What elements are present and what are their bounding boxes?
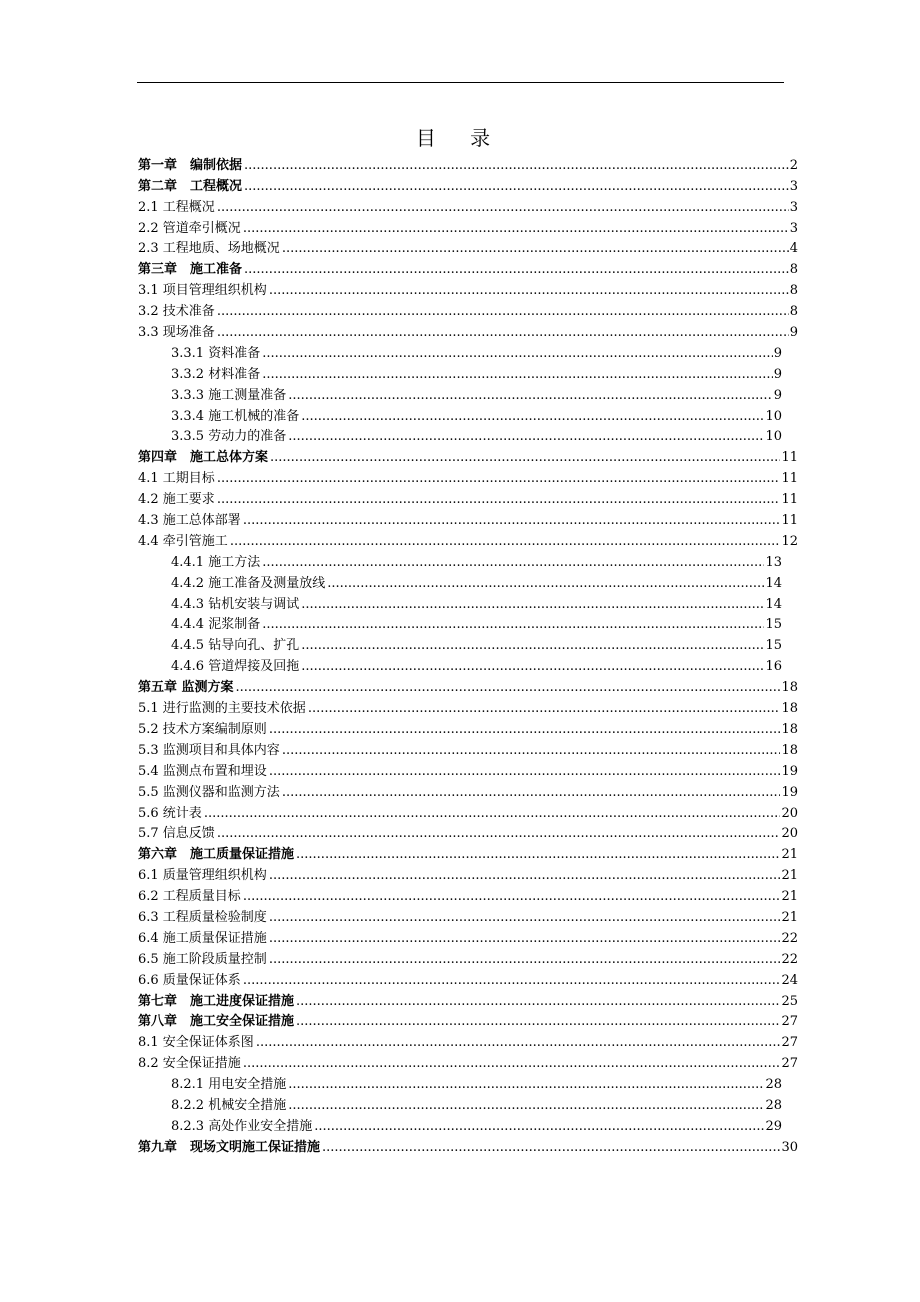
toc-leader-dots — [296, 1014, 780, 1029]
toc-entry[interactable] — [138, 173, 798, 194]
toc-leader-dots — [301, 659, 764, 674]
toc-entry[interactable] — [138, 236, 798, 257]
toc-entry-page: 9 — [773, 387, 782, 403]
toc-entry[interactable] — [138, 444, 798, 465]
toc-entry-page: 3 — [789, 199, 798, 215]
toc-entry-label: 6.6 质量保证体系 — [138, 972, 241, 988]
toc-entry-page: 3 — [789, 220, 798, 236]
toc-entry-page: 16 — [765, 659, 782, 675]
toc-entry-page: 14 — [765, 596, 782, 612]
toc-leader-dots — [244, 179, 789, 194]
toc-entry-page: 12 — [781, 533, 798, 549]
toc-entry-label: 第七章 施工进度保证措施 — [138, 993, 295, 1009]
toc-entry-label: 第八章 施工安全保证措施 — [138, 1014, 295, 1030]
toc-leader-dots — [244, 158, 789, 173]
toc-entry-page: 18 — [781, 721, 798, 737]
toc-entry-label: 第六章 施工质量保证措施 — [138, 847, 295, 863]
toc-entry[interactable] — [138, 695, 798, 716]
toc-entry-label: 5.6 统计表 — [138, 805, 202, 821]
toc-leader-dots — [269, 764, 781, 779]
toc-leader-dots — [301, 638, 764, 653]
toc-entry-label: 4.4.6 管道焊接及回拖 — [171, 659, 300, 675]
toc-entry[interactable] — [138, 1092, 798, 1113]
toc-entry-page: 20 — [781, 805, 798, 821]
toc-leader-dots — [288, 1098, 764, 1113]
toc-entry-label: 第二章 工程概况 — [138, 178, 243, 194]
toc-entry-page: 9 — [789, 325, 798, 341]
toc-entry[interactable] — [138, 382, 798, 403]
toc-leader-dots — [230, 534, 781, 549]
toc-entry-label: 3.1 项目管理组织机构 — [138, 283, 267, 299]
toc-entry-label: 2.2 管道牵引概况 — [138, 220, 241, 236]
toc-entry-page: 8 — [789, 304, 798, 320]
toc-leader-dots — [243, 889, 781, 904]
toc-leader-dots — [217, 304, 789, 319]
toc-entry-label: 2.3 工程地质、场地概况 — [138, 241, 280, 257]
toc-entry[interactable] — [138, 528, 798, 549]
toc-leader-dots — [270, 450, 780, 465]
toc-leader-dots — [243, 973, 781, 988]
toc-leader-dots — [217, 325, 789, 340]
toc-entry[interactable] — [138, 632, 798, 653]
toc-entry-page: 11 — [781, 450, 798, 466]
toc-entry-label: 5.5 监测仪器和监测方法 — [138, 784, 280, 800]
toc-entry-page: 15 — [765, 617, 782, 633]
toc-title: 目 录 — [415, 126, 505, 150]
toc-entry-page: 11 — [781, 492, 798, 508]
toc-entry-label: 第三章 施工准备 — [138, 262, 243, 278]
toc-entry-page: 11 — [781, 513, 798, 529]
toc-entry-label: 4.4 牵引管施工 — [138, 533, 228, 549]
toc-entry[interactable] — [138, 946, 798, 967]
toc-entry[interactable] — [138, 277, 798, 298]
toc-entry[interactable] — [138, 758, 798, 779]
toc-leader-dots — [269, 952, 781, 967]
toc-entry[interactable] — [138, 1113, 798, 1134]
toc-entry-page: 27 — [781, 1035, 798, 1051]
toc-leader-dots — [269, 910, 781, 925]
toc-entry[interactable] — [138, 1071, 798, 1092]
toc-entry-label: 4.4.1 施工方法 — [171, 554, 261, 570]
toc-entry[interactable] — [138, 319, 798, 340]
toc-entry-page: 13 — [765, 554, 782, 570]
toc-leader-dots — [217, 471, 781, 486]
toc-leader-dots — [327, 576, 764, 591]
toc-leader-dots — [262, 617, 764, 632]
toc-leader-dots — [314, 1119, 764, 1134]
toc-entry-label: 8.2.3 高处作业安全措施 — [171, 1118, 313, 1134]
toc-entry-page: 24 — [781, 972, 798, 988]
toc-entry[interactable] — [138, 361, 798, 382]
toc-entry-label: 3.3.3 施工测量准备 — [171, 387, 287, 403]
toc-entry[interactable] — [138, 904, 798, 925]
toc-entry[interactable] — [138, 862, 798, 883]
toc-entry-label: 2.1 工程概况 — [138, 199, 215, 215]
toc-entry-label: 第一章 编制依据 — [138, 157, 243, 173]
toc-entry[interactable] — [138, 1134, 798, 1155]
toc-entry[interactable] — [138, 298, 798, 319]
toc-leader-dots — [301, 409, 764, 424]
toc-entry-label: 8.2.1 用电安全措施 — [171, 1077, 287, 1093]
toc-entry-page: 4 — [789, 241, 798, 257]
toc-entry[interactable] — [138, 653, 798, 674]
toc-entry-page: 19 — [781, 763, 798, 779]
toc-entry-page: 8 — [789, 283, 798, 299]
toc-entry[interactable] — [138, 152, 798, 173]
toc-entry-label: 3.2 技术准备 — [138, 304, 215, 320]
toc-entry-page: 25 — [781, 993, 798, 1009]
toc-leader-dots — [243, 513, 781, 528]
toc-entry-page: 28 — [765, 1097, 782, 1113]
toc-leader-dots — [236, 680, 781, 695]
toc-entry[interactable] — [138, 256, 798, 277]
toc-entry-page: 21 — [781, 868, 798, 884]
toc-leader-dots — [243, 1056, 781, 1071]
toc-entry-label: 6.5 施工阶段质量控制 — [138, 951, 267, 967]
toc-entry[interactable] — [138, 988, 798, 1009]
toc-leader-dots — [244, 262, 789, 277]
toc-entry[interactable] — [138, 1029, 798, 1050]
toc-entry-label: 4.4.2 施工准备及测量放线 — [171, 575, 326, 591]
toc-entry-label: 5.1 进行监测的主要技术依据 — [138, 701, 306, 717]
toc-entry-page: 9 — [773, 345, 782, 361]
toc-entry-label: 4.2 施工要求 — [138, 492, 215, 508]
toc-entry-label: 6.3 工程质量检验制度 — [138, 909, 267, 925]
toc-entry-label: 4.4.3 钻机安装与调试 — [171, 596, 300, 612]
toc-entry-label: 第九章 现场文明施工保证措施 — [138, 1139, 321, 1155]
toc-entry-label: 5.4 监测点布置和埋设 — [138, 763, 267, 779]
toc-entry-label: 第四章 施工总体方案 — [138, 450, 269, 466]
toc-entry-label: 3.3 现场准备 — [138, 325, 215, 341]
toc-entry[interactable] — [138, 779, 798, 800]
toc-leader-dots — [301, 597, 764, 612]
toc-entry-page: 19 — [781, 784, 798, 800]
toc-entry-page: 20 — [781, 826, 798, 842]
toc-leader-dots — [262, 367, 773, 382]
toc-entry[interactable] — [138, 1009, 798, 1030]
toc-entry-label: 3.3.5 劳动力的准备 — [171, 429, 287, 445]
table-of-contents — [138, 152, 798, 1155]
toc-entry-label: 8.2.2 机械安全措施 — [171, 1097, 287, 1113]
toc-leader-dots — [296, 994, 780, 1009]
toc-entry[interactable] — [138, 800, 798, 821]
toc-entry[interactable] — [138, 737, 798, 758]
header-rule — [137, 82, 784, 83]
toc-entry[interactable] — [138, 424, 798, 445]
toc-entry[interactable] — [138, 340, 798, 361]
toc-entry-label: 5.2 技术方案编制原则 — [138, 721, 267, 737]
toc-entry-label: 4.4.5 钻导向孔、扩孔 — [171, 638, 300, 654]
toc-leader-dots — [243, 221, 789, 236]
toc-leader-dots — [269, 868, 781, 883]
toc-entry-page: 27 — [781, 1056, 798, 1072]
toc-entry-page: 11 — [781, 471, 798, 487]
toc-entry[interactable] — [138, 841, 798, 862]
toc-entry-page: 10 — [765, 408, 782, 424]
toc-entry-label: 6.4 施工质量保证措施 — [138, 930, 267, 946]
toc-entry-page: 22 — [781, 930, 798, 946]
toc-entry-page: 21 — [781, 909, 798, 925]
toc-entry-label: 5.3 监测项目和具体内容 — [138, 742, 280, 758]
toc-entry-label: 3.3.1 资料准备 — [171, 345, 261, 361]
toc-entry[interactable] — [138, 612, 798, 633]
toc-entry-page: 10 — [765, 429, 782, 445]
toc-entry[interactable] — [138, 194, 798, 215]
toc-leader-dots — [322, 1140, 780, 1155]
toc-leader-dots — [288, 388, 773, 403]
toc-leader-dots — [308, 701, 781, 716]
toc-entry[interactable] — [138, 967, 798, 988]
toc-entry[interactable] — [138, 925, 798, 946]
toc-entry-label: 第五章 监测方案 — [138, 680, 234, 696]
toc-leader-dots — [217, 826, 781, 841]
toc-leader-dots — [288, 429, 764, 444]
toc-entry-label: 3.3.4 施工机械的准备 — [171, 408, 300, 424]
toc-entry[interactable] — [138, 1050, 798, 1071]
toc-entry[interactable] — [138, 507, 798, 528]
toc-entry-label: 4.3 施工总体部署 — [138, 513, 241, 529]
toc-entry[interactable] — [138, 486, 798, 507]
toc-entry-label: 3.3.2 材料准备 — [171, 366, 261, 382]
toc-entry-page: 14 — [765, 575, 782, 591]
toc-entry[interactable] — [138, 570, 798, 591]
toc-entry-page: 29 — [765, 1118, 782, 1134]
toc-leader-dots — [262, 555, 764, 570]
toc-entry-label: 6.1 质量管理组织机构 — [138, 868, 267, 884]
toc-entry-page: 9 — [773, 366, 782, 382]
toc-leader-dots — [269, 283, 789, 298]
toc-entry-page: 2 — [789, 157, 798, 173]
toc-entry-page: 18 — [781, 701, 798, 717]
toc-leader-dots — [282, 241, 789, 256]
toc-leader-dots — [256, 1035, 781, 1050]
toc-entry-label: 5.7 信息反馈 — [138, 826, 215, 842]
toc-entry[interactable] — [138, 403, 798, 424]
toc-leader-dots — [288, 1077, 764, 1092]
toc-entry-label: 6.2 工程质量目标 — [138, 889, 241, 905]
toc-entry[interactable] — [138, 465, 798, 486]
toc-entry-label: 8.2 安全保证措施 — [138, 1056, 241, 1072]
toc-leader-dots — [269, 722, 781, 737]
toc-leader-dots — [262, 346, 773, 361]
toc-entry-label: 4.4.4 泥浆制备 — [171, 617, 261, 633]
toc-entry[interactable] — [138, 591, 798, 612]
toc-entry-page: 3 — [789, 178, 798, 194]
toc-entry-page: 28 — [765, 1077, 782, 1093]
toc-entry-label: 4.1 工期目标 — [138, 471, 215, 487]
toc-leader-dots — [217, 200, 789, 215]
toc-entry[interactable] — [138, 674, 798, 695]
toc-entry-page: 27 — [781, 1014, 798, 1030]
toc-leader-dots — [296, 847, 780, 862]
toc-leader-dots — [217, 492, 781, 507]
toc-entry-label: 8.1 安全保证体系图 — [138, 1035, 254, 1051]
toc-entry-page: 21 — [781, 847, 798, 863]
toc-entry-page: 30 — [781, 1139, 798, 1155]
toc-entry-page: 22 — [781, 951, 798, 967]
toc-entry[interactable] — [138, 215, 798, 236]
toc-entry[interactable] — [138, 716, 798, 737]
toc-entry-page: 21 — [781, 889, 798, 905]
toc-entry-page: 18 — [781, 742, 798, 758]
toc-leader-dots — [282, 785, 781, 800]
toc-leader-dots — [269, 931, 781, 946]
toc-entry-page: 15 — [765, 638, 782, 654]
toc-entry[interactable] — [138, 549, 798, 570]
toc-leader-dots — [204, 806, 781, 821]
toc-leader-dots — [282, 743, 781, 758]
toc-entry-page: 8 — [789, 262, 798, 278]
toc-entry[interactable] — [138, 883, 798, 904]
toc-entry[interactable] — [138, 821, 798, 842]
toc-entry-page: 18 — [781, 680, 798, 696]
